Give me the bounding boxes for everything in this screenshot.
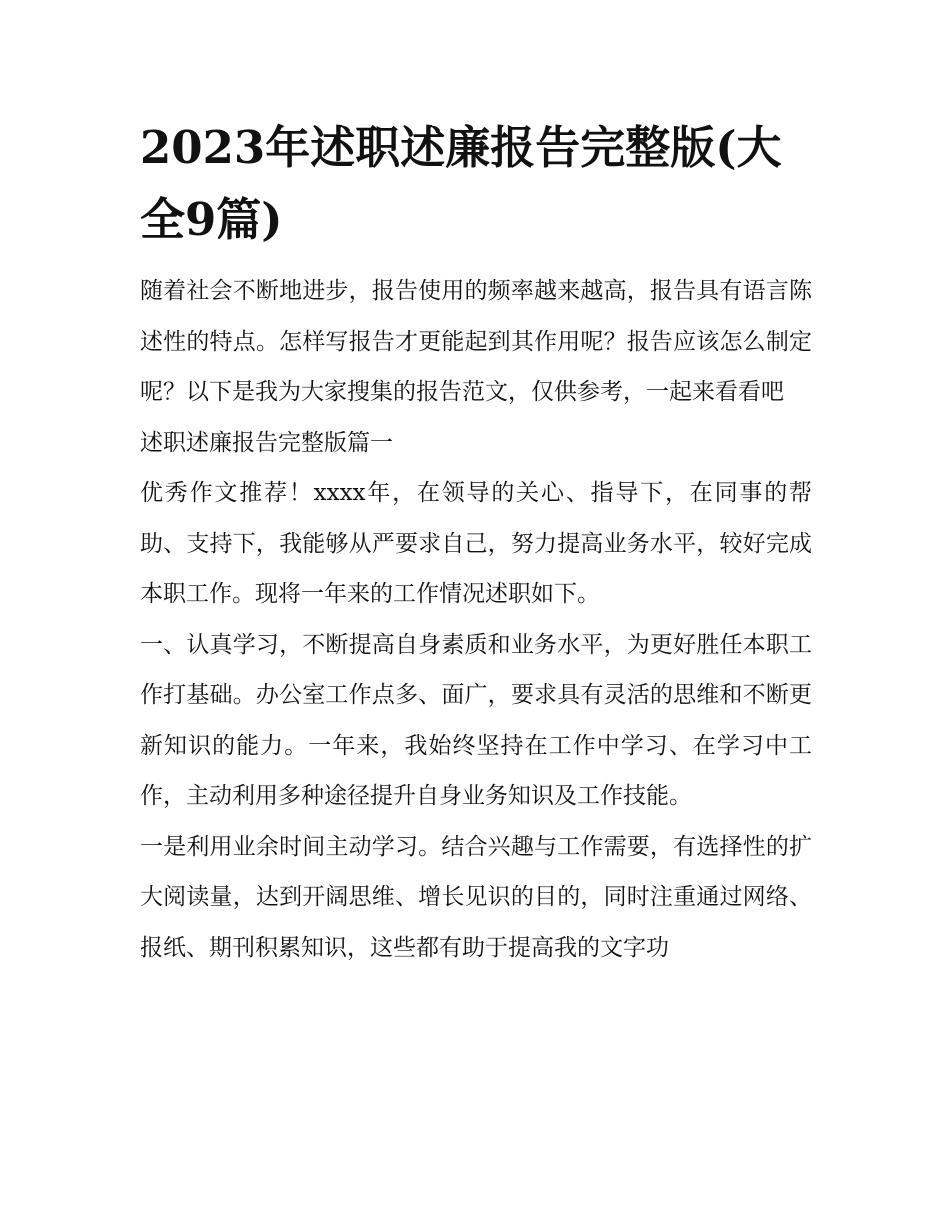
document-title: 2023年述职述廉报告完整版(大全9篇): [140, 121, 782, 246]
body-paragraph: 优秀作文推荐！xxxx年，在领导的关心、指导下，在同事的帮助、支持下，我能够从严要求自己，努力提高业务水平，较好完成本职工作。现将一年来的工作情况述职如下。: [140, 480, 812, 607]
document-page: [140, 112, 812, 973]
body-paragraph: 一是利用业余时间主动学习。结合兴趣与工作需要，有选择性的扩大阅读量，达到开阔思维、增长见识的目的，同时注重通过网络、报纸、期刊积累知识，这些都有助于提高我的文字功: [140, 833, 812, 961]
section-heading: 述职述廉报告完整版篇一: [140, 429, 393, 456]
intro-paragraph: 随着社会不断地进步，报告使用的频率越来越高，报告具有语言陈述性的特点。怎样写报告才更能起到其作用呢？报告应该怎么制定呢？以下是我为大家搜集的报告范文，仅供参考，一起来看看吧: [140, 278, 812, 405]
body-paragraph: 一、认真学习，不断提高自身素质和业务水平，为更好胜任本职工作打基础。办公室工作点多、面广，要求具有灵活的思维和不断更新知识的能力。一年来，我始终坚持在工作中学习、在学习中工作，主动利用多种途径提升自身业务知识及工作技能。: [140, 631, 812, 809]
